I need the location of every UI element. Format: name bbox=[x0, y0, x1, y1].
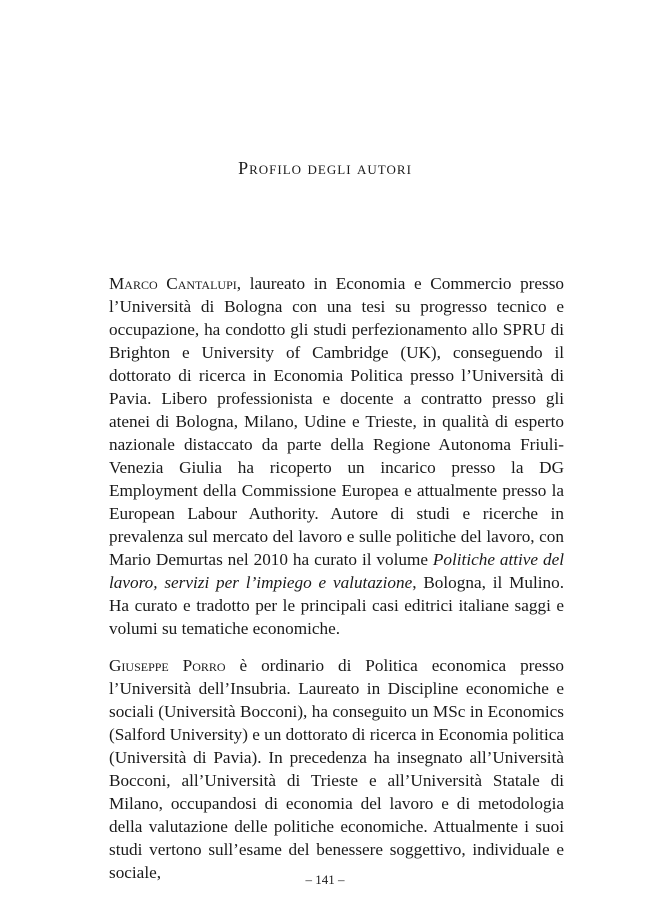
author-name: Marco Cantalupi bbox=[109, 274, 237, 293]
page-number: – 141 – bbox=[305, 872, 345, 887]
author-name: Giuseppe Porro bbox=[109, 656, 226, 675]
bio-text: è ordinario di Politica economica presso l’Università dell’Insubria. Laureato in Discipline economiche e sociali (Università Bocconi), ha conseguito un MSc in Economics (Salford University) e un dottorato di ricerca in Economia politica (Università di Pavia). In precedenza ha insegnato all’Università Bocconi, all’Università di Trieste e all’Università Statale di Milano, occupandosi di economia del lavoro e di metodologia della valutazione delle politiche economiche. Attualmente i suoi studi vertono sull’esame del benessere soggettivo, individuale e sociale, bbox=[109, 656, 565, 882]
book-title: Politiche attive del lavoro, servizi per l’impiego e valutazione bbox=[109, 550, 564, 592]
author-bio-cantalupi bbox=[109, 272, 564, 640]
page-title: Profilo degli autori bbox=[238, 158, 412, 178]
bio-text: , laureato in Economia e Commercio presso l’Università di Bologna con una tesi su progresso tecnico e occupazione, ha condotto gli studi perfezionamento allo SPRU di Brighton e University of Cambridge (UK), conseguendo il dottorato di ricerca in Economia Politica presso l’Università di Pavia. Libero professionista e docente a contratto presso gli atenei di Bologna, Milano, Udine e Trieste, in qualità di esperto nazionale distaccato da parte della Regione Autonoma Friuli-Venezia Giulia ha ricoperto un incarico presso la DG Employment della Commissione Europea e attualmente presso la European Labour Authority. Autore di studi e ricerche in prevalenza sul mercato del lavoro e sulle politiche del lavoro, con Mario Demurtas nel 2010 ha curato il volume bbox=[109, 274, 564, 569]
author-bio-porro bbox=[109, 654, 564, 884]
bio-text: , Bologna, il Mulino. Ha curato e tradotto per le principali casi editrici italiane saggi e volumi su tematiche economiche. bbox=[109, 573, 564, 638]
